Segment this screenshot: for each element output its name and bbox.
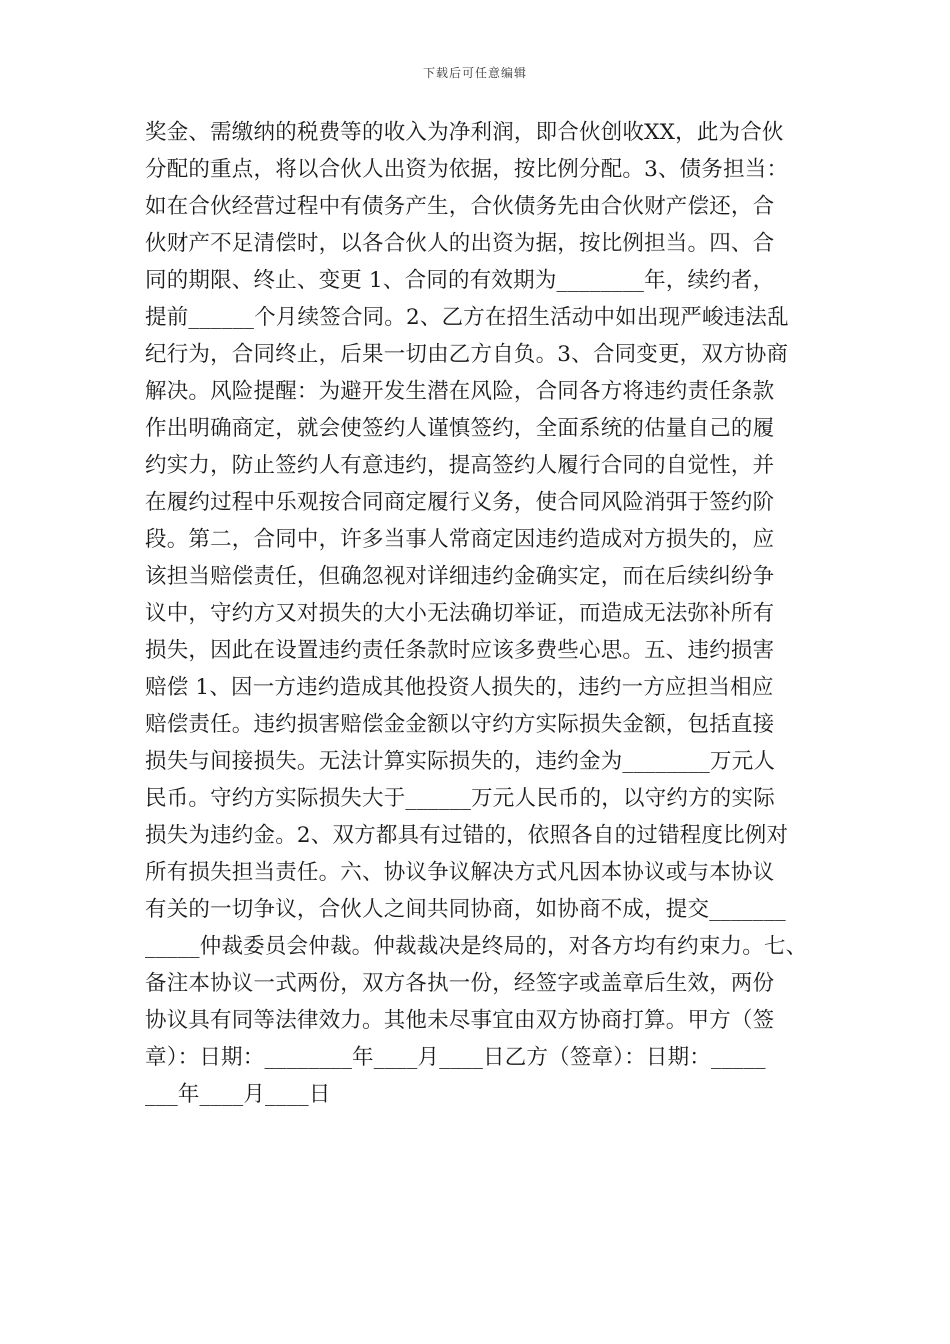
body-line: 分配的重点，将以合伙人出资为依据，按比例分配。3、债务担当： bbox=[145, 157, 789, 182]
page-header-note: 下载后可任意编辑 bbox=[422, 66, 527, 80]
body-line: 赔偿 1、因一方违约造成其他投资人损失的，违约一方应担当相应 bbox=[145, 675, 774, 700]
body-line: 协议具有同等法律效力。其他未尽事宜由双方协商打算。甲方（签 bbox=[145, 1008, 775, 1033]
body-line: 有关的一切争议，合伙人之间共同协商，如协商不成，提交_______ bbox=[145, 897, 786, 922]
body-line: 该担当赔偿责任，但确忽视对详细违约金确实定，而在后续纠纷争 bbox=[145, 564, 775, 589]
body-line: 损失与间接损失。无法计算实际损失的，违约金为________万元人 bbox=[145, 749, 776, 774]
body-line: 作出明确商定，就会使签约人谨慎签约，全面系统的估量自己的履 bbox=[145, 416, 775, 441]
body-line: 所有损失担当责任。六、协议争议解决方式凡因本协议或与本协议 bbox=[145, 860, 775, 885]
body-line: 段。第二，合同中，许多当事人常商定因违约造成对方损失的，应 bbox=[145, 527, 775, 552]
body-line: ___年____月____日 bbox=[145, 1082, 331, 1107]
body-line: 在履约过程中乐观按合同商定履行义务，使合同风险消弭于签约阶 bbox=[145, 490, 775, 515]
body-line: 同的期限、终止、变更 1、合同的有效期为________年，续约者， bbox=[145, 268, 775, 293]
body-line: 章）：日期：________年____月____日乙方（签章）：日期：_____ bbox=[145, 1045, 766, 1070]
body-line: 民币。守约方实际损失大于______万元人民币的，以守约方的实际 bbox=[145, 786, 775, 811]
body-line: 奖金、需缴纳的税费等的收入为净利润，即合伙创收XX，此为合伙 bbox=[145, 120, 784, 145]
body-line: 约实力，防止签约人有意违约，提高签约人履行合同的自觉性，并 bbox=[145, 453, 775, 478]
body-line: 损失为违约金。2、双方都具有过错的，依照各自的过错程度比例对 bbox=[145, 823, 789, 848]
body-line: 赔偿责任。违约损害赔偿金金额以守约方实际损失金额，包括直接 bbox=[145, 712, 775, 737]
document-body bbox=[145, 114, 808, 1113]
body-line: 解决。风险提醒：为避开发生潜在风险，合同各方将违约责任条款 bbox=[145, 379, 775, 404]
body-line: 损失，因此在设置违约责任条款时应该多费些心思。五、违约损害 bbox=[145, 638, 775, 663]
body-line: 如在合伙经营过程中有债务产生，合伙债务先由合伙财产偿还，合 bbox=[145, 194, 775, 219]
body-line: _____仲裁委员会仲裁。仲裁裁决是终局的，对各方均有约束力。七、 bbox=[145, 934, 808, 959]
body-line: 提前______个月续签合同。2、乙方在招生活动中如出现严峻违法乱 bbox=[145, 305, 789, 330]
body-line: 备注本协议一式两份，双方各执一份，经签字或盖章后生效，两份 bbox=[145, 971, 775, 996]
body-line: 纪行为，合同终止，后果一切由乙方自负。3、合同变更，双方协商 bbox=[145, 342, 789, 367]
body-line: 伙财产不足清偿时，以各合伙人的出资为据，按比例担当。四、合 bbox=[145, 231, 775, 256]
body-line: 议中，守约方又对损失的大小无法确切举证，而造成无法弥补所有 bbox=[145, 601, 775, 626]
